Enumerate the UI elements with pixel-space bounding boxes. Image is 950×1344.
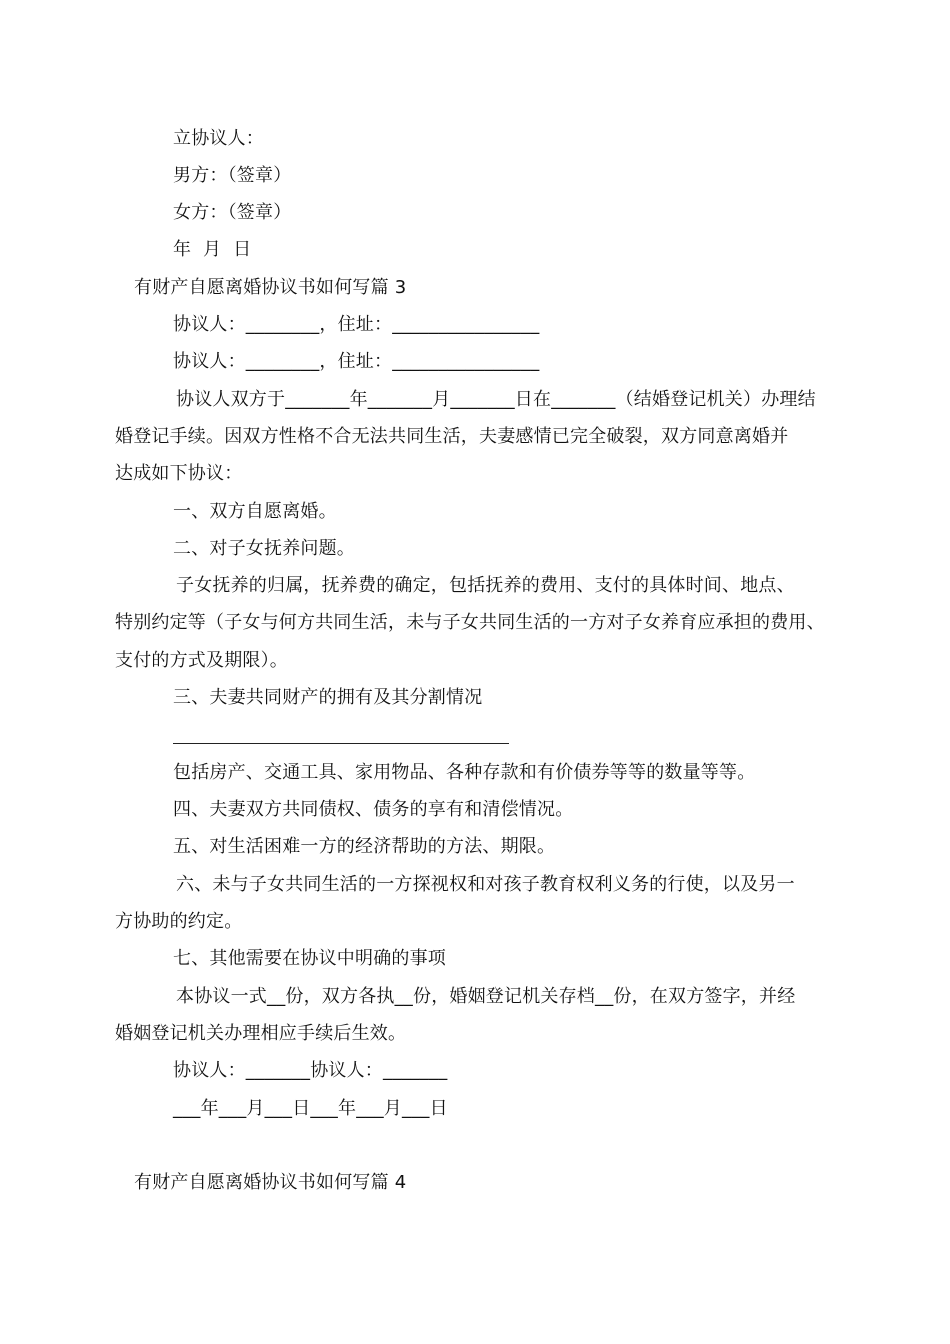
clause-6-line-2: 方协助的约定。 [115,911,243,932]
clause-6-line-1: 六、未与子女共同生活的一方探视权和对孩子教育权利义务的行使，以及另一 [176,874,795,895]
signatory-label: 立协议人： [173,128,264,149]
effectiveness-line-2: 婚姻登记机关办理相应手续后生效。 [115,1023,407,1044]
signing-dates-line: ___年___月___日___年___月___日 [173,1098,448,1119]
clause-2: 二、对子女抚养问题。 [173,538,355,559]
clause-2-detail-line-3: 支付的方式及期限）。 [115,650,288,671]
clause-2-detail-line-1: 子女抚养的归属，抚养费的确定，包括抚养的费用、支付的具体时间、地点、 [176,575,795,596]
clause-3: 三、夫妻共同财产的拥有及其分割情况 [173,687,483,708]
clause-1: 一、双方自愿离婚。 [173,501,337,522]
date-line: 年 月 日 [173,239,252,260]
section-heading-3: 有财产自愿离婚协议书如何写篇 3 [134,277,407,298]
male-signature-line: 男方：（签章） [173,165,292,186]
blank-fill-rule [173,743,509,744]
clause-4: 四、夫妻双方共同债权、债务的享有和清偿情况。 [173,799,574,820]
clause-3-detail: 包括房产、交通工具、家用物品、各种存款和有价债券等等的数量等等。 [173,762,756,783]
clause-5: 五、对生活困难一方的经济帮助的方法、期限。 [173,836,556,857]
preamble-line-1: 协议人双方于_______年_______月_______日在_______（结婚登记机关）办理结 [176,389,816,410]
party-2-line: 协议人：________，住址：________________ [173,351,540,372]
preamble-line-2: 婚登记手续。因双方性格不合无法共同生活，夫妻感情已完全破裂，双方同意离婚并 [115,426,789,447]
effectiveness-line-1: 本协议一式__份，双方各执__份，婚姻登记机关存档__份，在双方签字，并经 [176,986,796,1007]
party-1-line: 协议人：________，住址：________________ [173,314,540,335]
clause-7: 七、其他需要在协议中明确的事项 [173,948,446,969]
preamble-line-3: 达成如下协议： [115,463,243,484]
signatories-line: 协议人：_______协议人：_______ [173,1060,448,1081]
section-heading-4: 有财产自愿离婚协议书如何写篇 4 [134,1172,407,1193]
female-signature-line: 女方：（签章） [173,202,292,223]
clause-2-detail-line-2: 特别约定等（子女与何方共同生活，未与子女共同生活的一方对子女养育应承担的费用、 [115,612,825,633]
